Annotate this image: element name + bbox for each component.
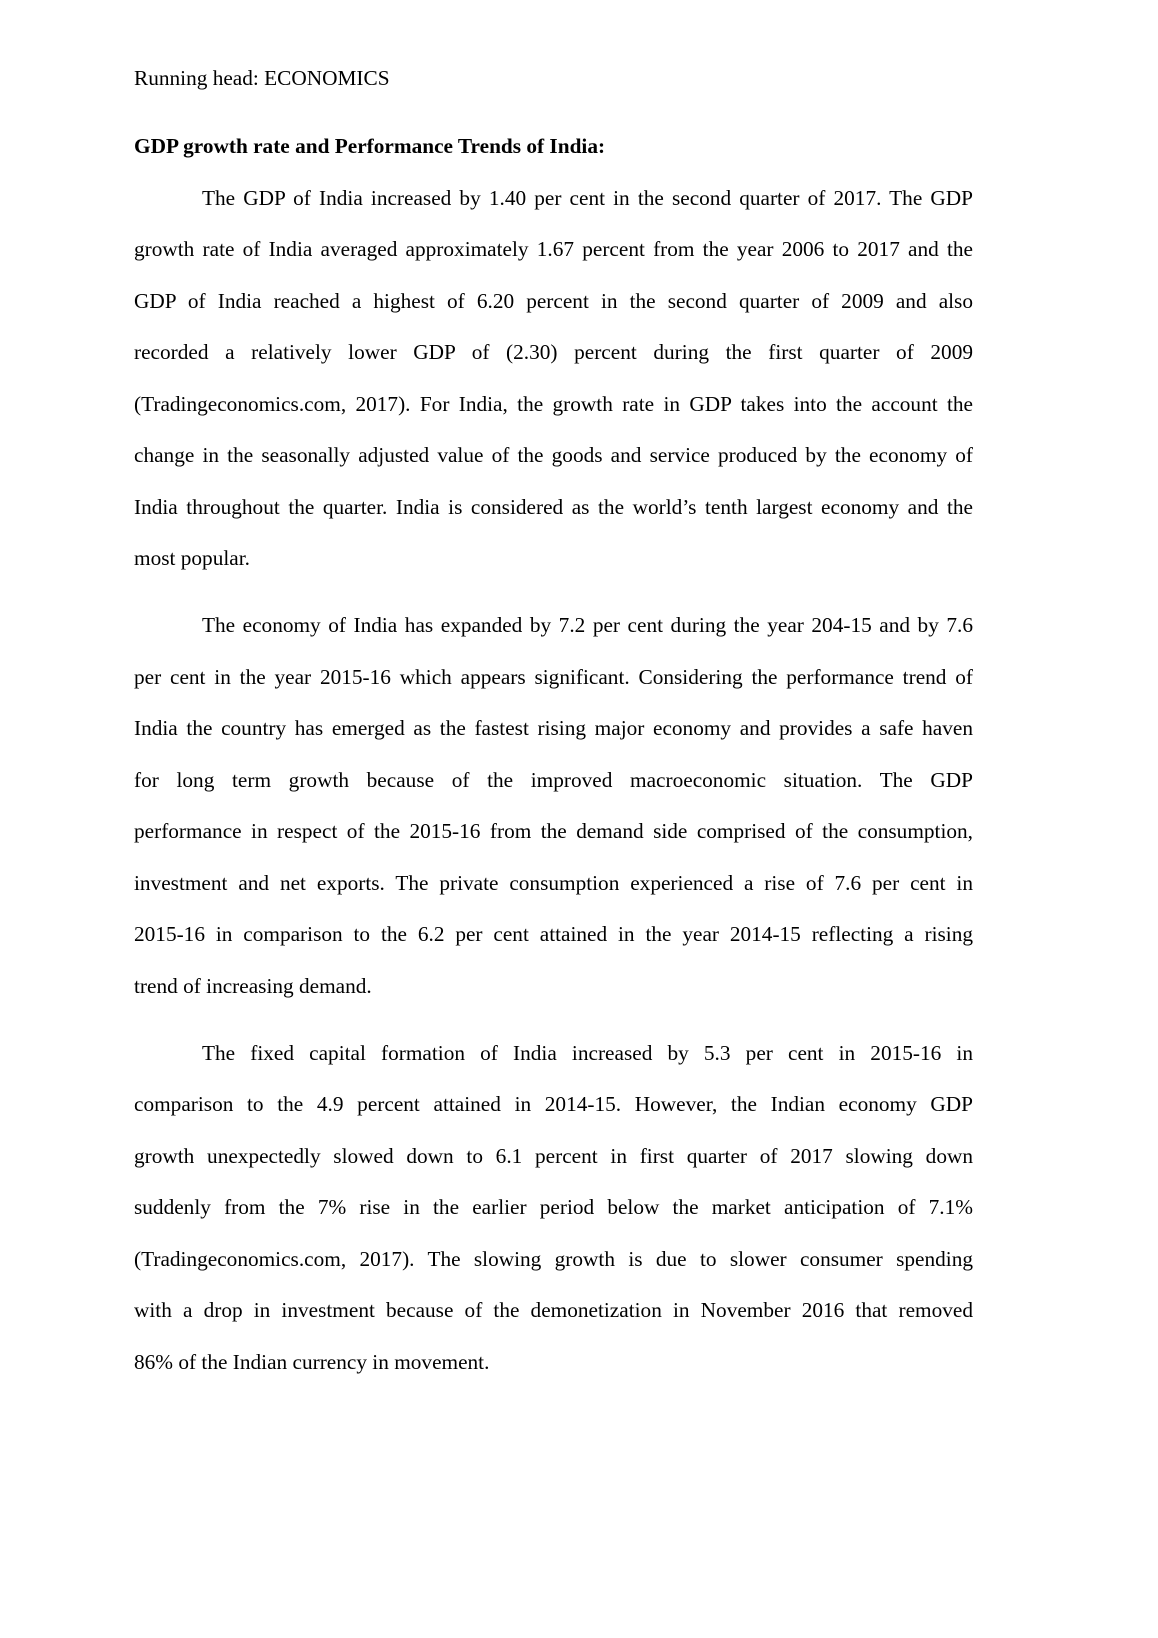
paragraph-line: The fixed capital formation of India increased by 5.3 per cent in 2015-16 in xyxy=(202,1040,973,1065)
paragraph xyxy=(134,173,973,585)
paragraph-line: for long term growth because of the improved macroeconomic situation. The GDP xyxy=(134,767,973,792)
paragraph-line: 86% of the Indian currency in movement. xyxy=(134,1349,490,1374)
paragraph-line: performance in respect of the 2015-16 from the demand side comprised of the consumption, xyxy=(134,819,973,843)
paragraph-line: comparison to the 4.9 percent attained in 2014-15. However, the Indian economy GDP xyxy=(134,1092,973,1116)
paragraph-line: growth rate of India averaged approximately 1.67 percent from the year 2006 to 2017 and the xyxy=(134,237,973,261)
paragraph-line: with a drop in investment because of the demonetization in November 2016 that removed xyxy=(134,1298,973,1322)
paragraph-line: GDP of India reached a highest of 6.20 percent in the second quarter of 2009 and also xyxy=(134,288,973,313)
paragraph-line: India throughout the quarter. India is considered as the world’s tenth largest economy and the xyxy=(134,494,973,519)
paragraph-line: change in the seasonally adjusted value of the goods and service produced by the economy of xyxy=(134,443,973,467)
paragraph-line: The economy of India has expanded by 7.2 per cent during the year 204-15 and by 7.6 xyxy=(202,613,973,637)
paragraph-line: investment and net exports. The private consumption experienced a rise of 7.6 per cent in xyxy=(134,870,973,895)
paragraphs xyxy=(134,173,973,1389)
paragraph-line: trend of increasing demand. xyxy=(134,973,372,998)
paragraph-line: most popular. xyxy=(134,546,250,570)
section-heading: GDP growth rate and Performance Trends of India: xyxy=(134,134,606,158)
paragraph-line: per cent in the year 2015-16 which appears significant. Considering the performance trend of xyxy=(134,664,973,689)
paragraph-line: 2015-16 in comparison to the 6.2 per cent attained in the year 2014-15 reflecting a rising xyxy=(134,922,973,946)
paragraph-line: suddenly from the 7% rise in the earlier period below the market anticipation of 7.1% xyxy=(134,1195,973,1219)
document-body xyxy=(134,53,973,1388)
paragraph-line: The GDP of India increased by 1.40 per cent in the second quarter of 2017. The GDP xyxy=(202,185,973,210)
paragraph xyxy=(134,600,973,1012)
paragraph-line: (Tradingeconomics.com, 2017). For India, the growth rate in GDP takes into the account the xyxy=(134,391,973,416)
paragraph xyxy=(134,1028,973,1389)
running-head: Running head: ECONOMICS xyxy=(134,66,390,90)
paragraph-line: recorded a relatively lower GDP of (2.30) percent during the first quarter of 2009 xyxy=(134,340,973,364)
paragraph-line: growth unexpectedly slowed down to 6.1 percent in first quarter of 2017 slowing down xyxy=(134,1143,973,1168)
paragraph-line: (Tradingeconomics.com, 2017). The slowing growth is due to slower consumer spending xyxy=(134,1246,973,1271)
paragraph-line: India the country has emerged as the fastest rising major economy and provides a safe haven xyxy=(134,716,973,740)
